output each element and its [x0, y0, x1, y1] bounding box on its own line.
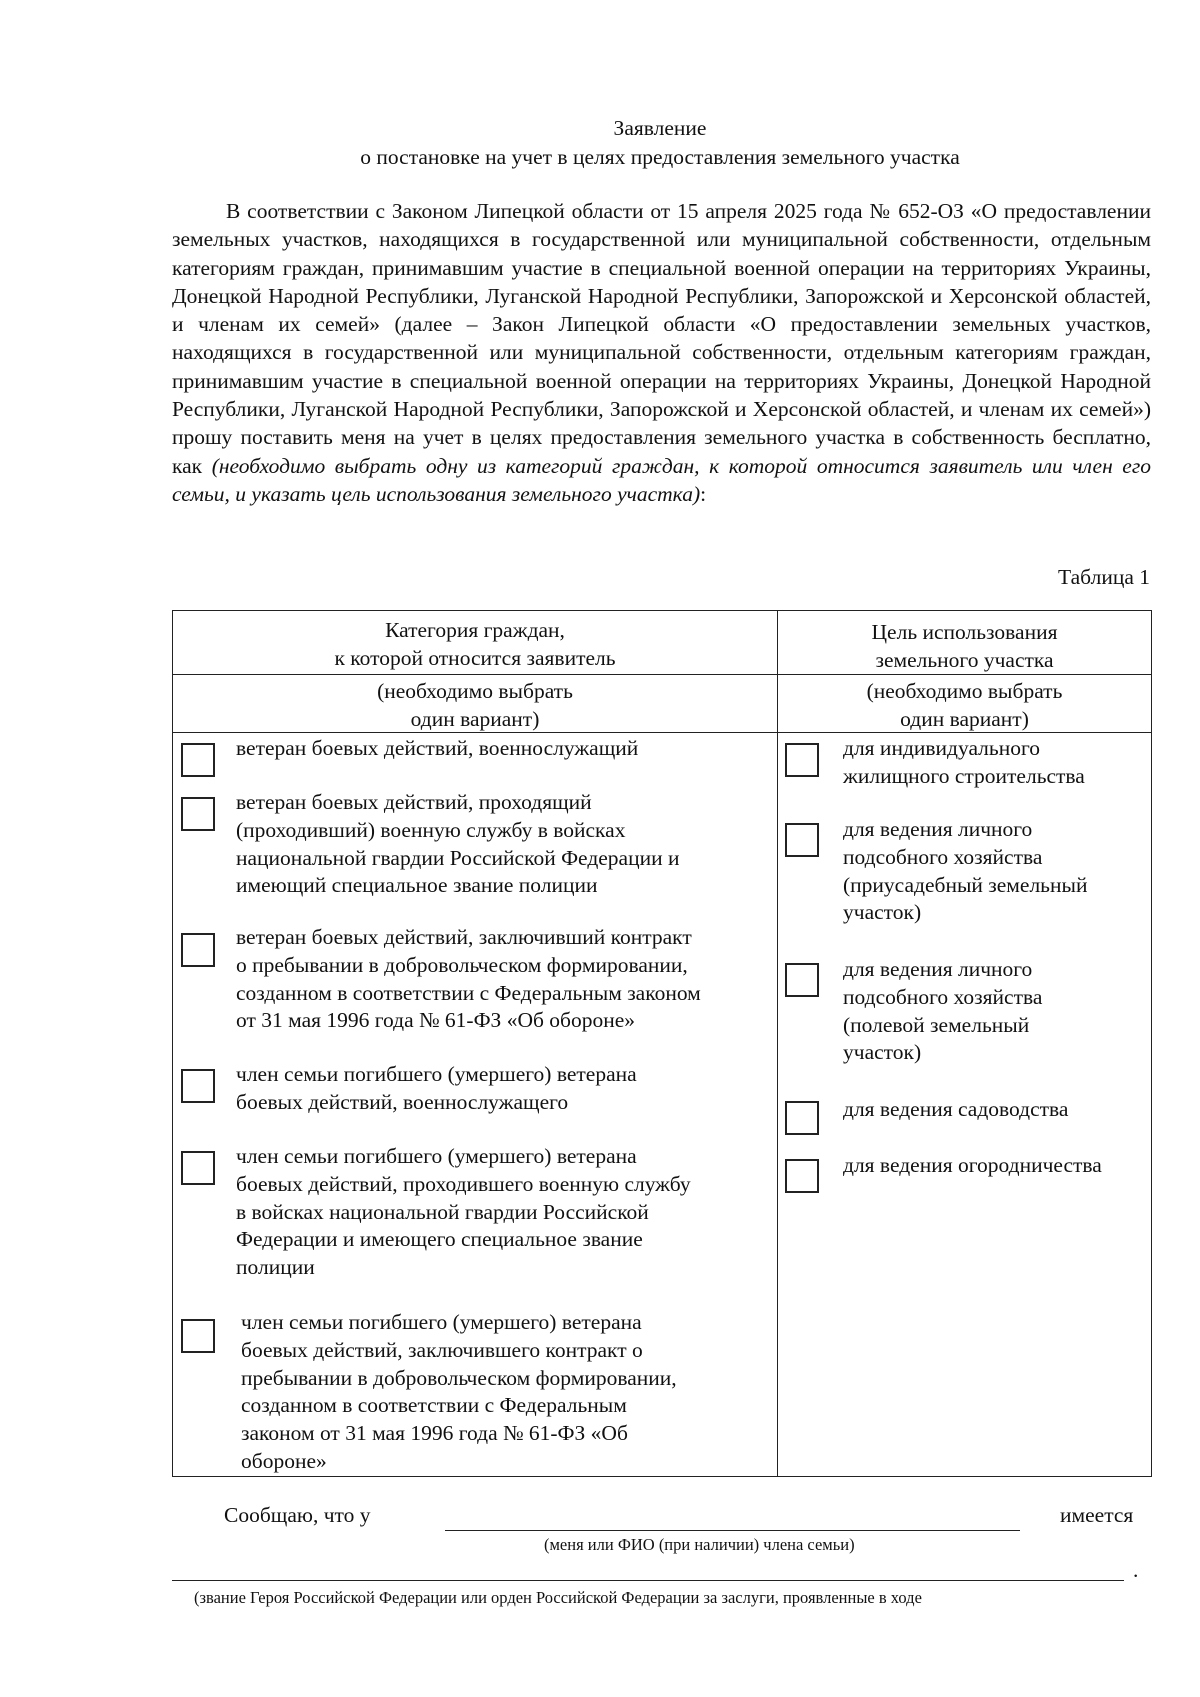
- intro-ending: :: [700, 481, 707, 506]
- name-field-caption: (меня или ФИО (при наличии) члена семьи): [544, 1535, 855, 1554]
- header-divider: [173, 674, 1151, 675]
- option-line: Федерации и имеющего специальное звание: [236, 1227, 643, 1252]
- award-field-period: .: [1133, 1558, 1139, 1582]
- purpose-column-note: [778, 677, 1151, 733]
- option-line: законом от 31 мая 1996 года № 61-ФЗ «Об: [241, 1421, 628, 1446]
- option-line: ветеран боевых действий, военнослужащий: [236, 736, 639, 760]
- option-line: в войсках национальной гвардии Российской: [236, 1199, 649, 1224]
- option-line: (приусадебный земельный: [843, 872, 1088, 897]
- purpose-column-header: [778, 618, 1151, 674]
- purpose-checkbox-4[interactable]: [785, 1101, 819, 1135]
- option-line: (проходивший) военную службу в войсках: [236, 817, 626, 842]
- report-suffix: имеется: [1060, 1503, 1134, 1527]
- option-line: член семьи погибшего (умершего) ветерана: [236, 1144, 637, 1168]
- category-checkbox-6[interactable]: [181, 1319, 215, 1353]
- option-line: для индивидуального: [843, 736, 1041, 760]
- option-line: боевых действий, военнослужащего: [236, 1089, 569, 1114]
- purpose-checkbox-5[interactable]: [785, 1159, 819, 1193]
- table-label: Таблица 1: [1058, 565, 1150, 589]
- category-option-5: [236, 1143, 691, 1282]
- category-checkbox-1[interactable]: [181, 743, 215, 777]
- option-line: (полевой земельный: [843, 1012, 1030, 1037]
- column-divider: [777, 611, 778, 1476]
- purpose-option-5: [843, 1152, 1102, 1180]
- intro-italic-note: (необходимо выбрать одну из категорий граждан, к которой относится заявитель или член его семьи, и указать цель использования земельного участка): [172, 453, 1151, 506]
- award-field-caption: (звание Героя Российской Федерации или орден Российской Федерации за заслуги, проявленные в ходе: [194, 1588, 922, 1607]
- purpose-option-3: [843, 956, 1042, 1067]
- header-line: земельного участка: [875, 648, 1054, 672]
- purpose-option-2: [843, 816, 1087, 927]
- header-line: Цель использования: [871, 620, 1058, 644]
- option-line: подсобного хозяйства: [843, 844, 1043, 869]
- option-line: боевых действий, проходившего военную службу: [236, 1171, 691, 1196]
- option-line: от 31 мая 1996 года № 61-ФЗ «Об обороне»: [236, 1008, 636, 1033]
- category-checkbox-3[interactable]: [181, 933, 215, 967]
- note-line: один вариант): [900, 707, 1029, 731]
- option-line: имеющий специальное звание полиции: [236, 873, 598, 898]
- option-line: обороне»: [241, 1448, 327, 1473]
- option-line: пребывании в добровольческом формировании,: [241, 1365, 677, 1390]
- purpose-option-1: [843, 735, 1085, 791]
- category-option-2: [236, 789, 680, 900]
- option-line: о пребывании в добровольческом формировании,: [236, 952, 688, 977]
- option-line: ветеран боевых действий, заключивший контракт: [236, 925, 692, 949]
- category-checkbox-2[interactable]: [181, 797, 215, 831]
- category-option-1: [236, 735, 638, 763]
- option-line: ветеран боевых действий, проходящий: [236, 790, 592, 814]
- report-prefix: Сообщаю, что у: [224, 1503, 371, 1527]
- award-field-line[interactable]: [172, 1580, 1124, 1581]
- option-line: боевых действий, заключившего контракт о: [241, 1337, 643, 1362]
- category-option-3: [236, 924, 701, 1035]
- document-subtitle: о постановке на учет в целях предоставления земельного участка: [360, 145, 960, 169]
- header-line: к которой относится заявитель: [334, 646, 616, 670]
- option-line: полиции: [236, 1255, 315, 1280]
- option-line: участок): [843, 900, 922, 925]
- option-line: для ведения огородничества: [843, 1153, 1102, 1177]
- category-option-4: [236, 1061, 637, 1117]
- purpose-option-4: [843, 1096, 1068, 1124]
- option-line: для ведения садоводства: [843, 1097, 1069, 1121]
- purpose-checkbox-1[interactable]: [785, 743, 819, 777]
- intro-text: В соответствии с Законом Липецкой области от 15 апреля 2025 года № 652-ОЗ «О предоставлении земельных участков, находящихся в государственной или муниципальной собственности, отдельным категориям граждан, принимавшим участие в специальной военной операции на территориях Украины, Донецкой Народной Республики, Луганской Народной Республики, Запорожской и Херсонской областей, и членам их семей» (далее – Закон Липецкой области «О предоставлении земельных участков, находящихся в государственной или муниципальной собственности, отдельным категориям граждан, принимавшим участие в специальной военной операции на территориях Украины, Донецкой Народной Республики, Луганской Народной Республики, Запорожской и Херсонской областей, и членам их семей») прошу поставить меня на учет в целях предоставления земельного участка в собственность бесплатно, как: [172, 199, 1151, 478]
- name-field-line[interactable]: [445, 1530, 1020, 1531]
- selection-table: [172, 610, 1152, 1477]
- category-option-6: [241, 1309, 677, 1476]
- purpose-checkbox-2[interactable]: [785, 823, 819, 857]
- option-line: для ведения личного: [843, 957, 1033, 981]
- note-line: (необходимо выбрать: [866, 679, 1063, 703]
- option-line: созданном в соответствии с Федеральным законом: [236, 980, 701, 1005]
- note-line: один вариант): [410, 707, 540, 731]
- document-title: Заявление: [613, 116, 707, 140]
- category-column-note: [173, 677, 777, 733]
- category-column-header: [173, 616, 777, 672]
- purpose-checkbox-3[interactable]: [785, 963, 819, 997]
- option-line: национальной гвардии Российской Федерации и: [236, 845, 680, 870]
- option-line: член семьи погибшего (умершего) ветерана: [241, 1310, 642, 1334]
- option-line: член семьи погибшего (умершего) ветерана: [236, 1062, 637, 1086]
- option-line: жилищного строительства: [843, 763, 1085, 788]
- option-line: созданном в соответствии с Федеральным: [241, 1393, 627, 1418]
- option-line: подсобного хозяйства: [843, 984, 1043, 1009]
- option-line: участок): [843, 1040, 922, 1065]
- category-checkbox-4[interactable]: [181, 1069, 215, 1103]
- note-line: (необходимо выбрать: [377, 679, 573, 703]
- header-line: Категория граждан,: [385, 618, 565, 642]
- category-checkbox-5[interactable]: [181, 1151, 215, 1185]
- option-line: для ведения личного: [843, 817, 1033, 841]
- intro-paragraph: [172, 197, 1151, 508]
